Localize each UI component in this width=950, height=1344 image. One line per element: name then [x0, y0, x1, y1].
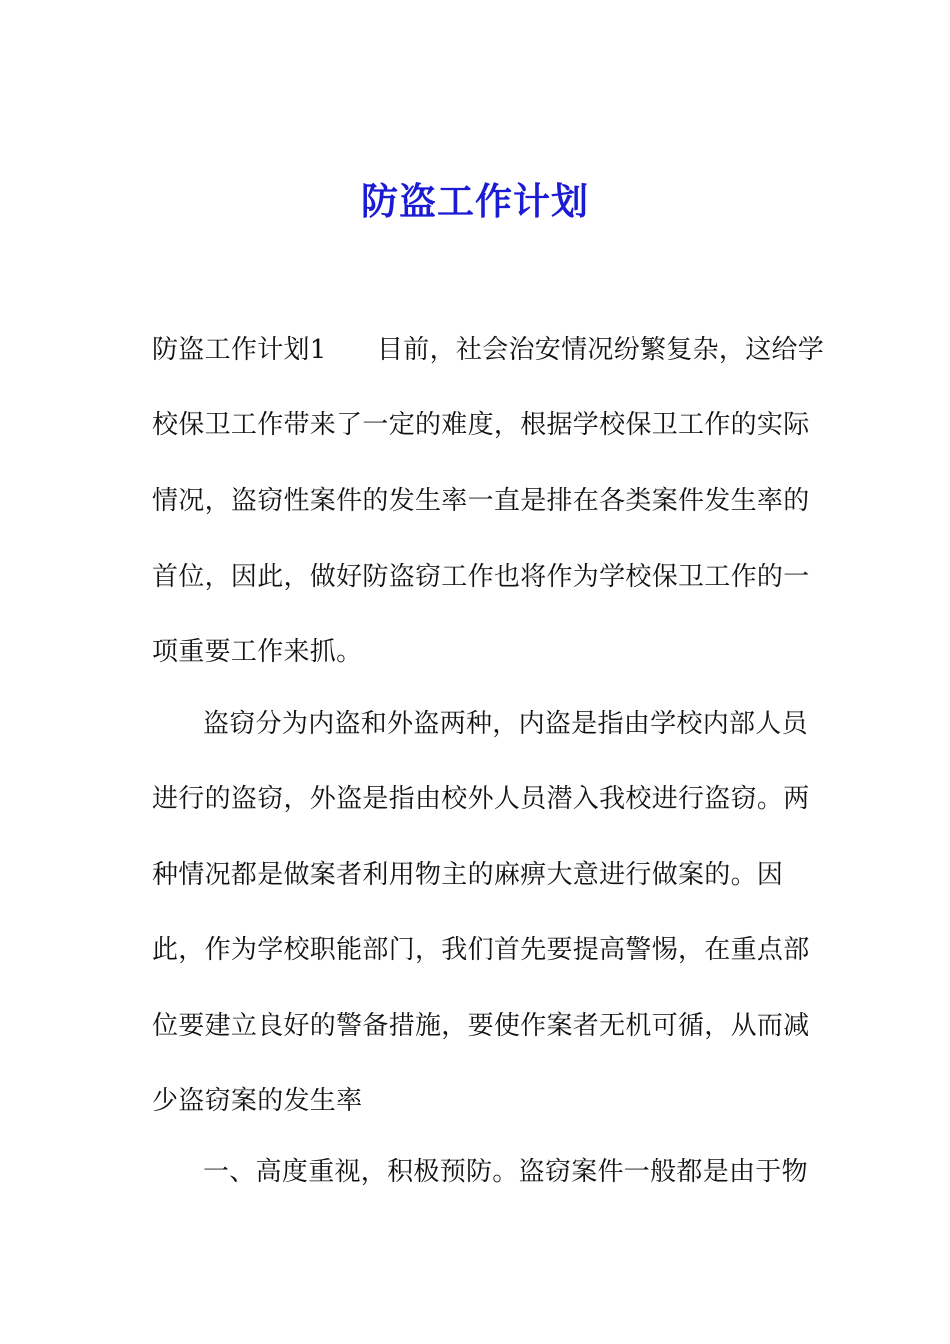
page-title: 防盗工作计划: [361, 180, 589, 223]
text-line-11: 少盗窃案的发生率: [152, 1086, 363, 1116]
text-line-1: [152, 330, 824, 370]
text-line-6: 盗窃分为内盗和外盗两种，内盗是指由学校内部人员: [203, 709, 808, 739]
text-line-12: 一、高度重视，积极预防。盗窃案件一般都是由于物: [203, 1157, 808, 1187]
text-line-3: 情况，盗窃性案件的发生率一直是排在各类案件发生率的: [152, 486, 810, 516]
text-line-10: 位要建立良好的警备措施，要使作案者无机可循，从而减: [152, 1011, 810, 1041]
text-line-4: 首位，因此，做好防盗窃工作也将作为学校保卫工作的一: [152, 562, 810, 592]
text-line-1-body: 目前，社会治安情况纷繁复杂，这给学: [377, 335, 825, 365]
text-line-2: 校保卫工作带来了一定的难度，根据学校保卫工作的实际: [152, 410, 810, 440]
text-line-8: 种情况都是做案者利用物主的麻痹大意进行做案的。因: [152, 860, 784, 890]
section-heading-label: 防盗工作计划1: [152, 335, 327, 365]
text-line-7: 进行的盗窃，外盗是指由校外人员潜入我校进行盗窃。两: [152, 784, 810, 814]
text-line-5: 项重要工作来抓。: [152, 637, 363, 667]
text-line-9: 此，作为学校职能部门，我们首先要提高警惕，在重点部: [152, 935, 810, 965]
